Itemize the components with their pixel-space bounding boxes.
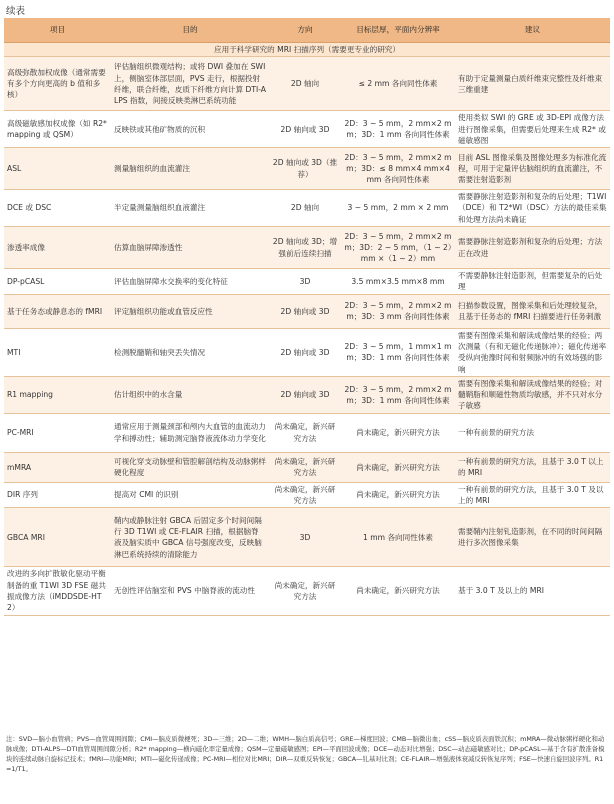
mri-sequence-table <box>4 18 610 616</box>
cell-resolution: 尚未确定，新兴研究方法 <box>341 482 455 508</box>
cell-direction: 2D 轴向或 3D；增强前后连续扫描 <box>269 227 341 269</box>
cell-resolution: 2D：3 ~ 5 mm，2 mm×2 mm；3D：1 mm 各向同性体素 <box>341 111 455 148</box>
section-title: 应用于科学研究的 MRI 扫描序列（需要更专业的研究） <box>4 43 610 57</box>
cell-direction: 尚未确定，新兴研究方法 <box>269 482 341 508</box>
cell-resolution: 尚未确定，新兴研究方法 <box>341 413 455 452</box>
table-row <box>4 452 610 482</box>
cell-resolution: 3 ~ 5 mm，2 mm × 2 mm <box>341 190 455 227</box>
table-row <box>4 413 610 452</box>
cell-purpose: 评估脑组织微观结构；或将 DWI 叠加在 SWI 上，侧脑室体部层面，PVS 走行，根据投射纤维，联合纤维，皮质下纤维方向计算 DTI-ALPS 指数，间接反映类淋巴系统功能 <box>111 57 269 111</box>
table-row <box>4 269 610 295</box>
cell-resolution: 2D：3 ~ 5 mm，2 mm×2 mm；3D：3 mm 各向同性体素 <box>341 294 455 328</box>
cell-purpose: 评估血脑屏障水交换率的变化特征 <box>111 269 269 295</box>
cell-item: GBCA MRI <box>4 508 111 567</box>
cell-resolution: ≤ 2 mm 各向同性体素 <box>341 57 455 111</box>
cell-resolution: 2D：3 ~ 5 mm，1 mm×1 mm；3D：1 mm 各向同性体素 <box>341 328 455 376</box>
cell-purpose: 检测脱髓鞘和轴突丢失情况 <box>111 328 269 376</box>
cell-resolution: 2D：3 ~ 5 mm，2 mm×2 mm；3D：1 mm 各向同性体素 <box>341 376 455 413</box>
cell-recommendation: 扫描参数设置，图像采集和后处理较复杂，且基于任务态的 fMRI 扫描要进行任务刺激 <box>455 294 610 328</box>
cell-recommendation: 一种有前景的研究方法，且基于 3.0 T 及以上的 MRI <box>455 482 610 508</box>
table-row <box>4 57 610 111</box>
cell-direction: 2D 轴向或 3D <box>269 294 341 328</box>
cell-purpose: 可视化穿支动脉壁和管腔解剖结构及动脉粥样硬化程度 <box>111 452 269 482</box>
cell-direction: 2D 轴向 <box>269 57 341 111</box>
footnote: 注：SVD—脑小血管病；PVS—血管周围间隙；CMI—脑皮质微梗死；3D—三维；2D—二维；WMH—脑白质高信号；GRE—梯度回波；CMB—脑微出血；cSS—脑皮质表面铁沉积；mMRA—微动脉粥样硬化和动脉成像；DTI-ALPS—DTI血管周围间隙分析；R2* mapping—横向磁化率定量成像；QSM—定量磁敏感图；EPI—平面回波成像；DCE—动态对比增强；DSC—动态磁敏感对比；DP-pCASL—基于含有扩散准备模块的连续动脉自旋标记技术；fMRI—功能MRI；MTI—磁化传递成像；PC-MRI—相位对比MRI；DIR—双重反转恢复；GBCA—钆基对比剂；CE-FLAIR—增强液体衰减反转恢复序列；FSE—快速自旋回波序列。R1=1/T1。 <box>6 735 605 773</box>
cell-recommendation: 基于 3.0 T 及以上的 MRI <box>455 567 610 615</box>
cell-recommendation: 使用类似 SWI 的 GRE 或 3D-EPI 成像方法进行图像采集，但需要后处理来生成 R2* 或磁敏感图 <box>455 111 610 148</box>
cell-purpose: 提高对 CMI 的识别 <box>111 482 269 508</box>
header-purpose: 目的 <box>111 18 269 43</box>
cell-direction: 2D 轴向或 3D <box>269 328 341 376</box>
cell-direction: 3D <box>269 269 341 295</box>
table-row <box>4 227 610 269</box>
table-row <box>4 190 610 227</box>
cell-recommendation: 有助于定量测量白质纤维束完整性及纤维束三维重建 <box>455 57 610 111</box>
cell-purpose: 通常应用于测量颈部和颅内大血管的血流动力学和搏动性；辅助测定脑脊液流体动力学变化 <box>111 413 269 452</box>
cell-item: DIR 序列 <box>4 482 111 508</box>
section-row <box>4 43 610 57</box>
cell-item: 改进的多向扩散敏化驱动平衡制备的重 T1WI 3D FSE 磁共振成像方法（iMDDSDE-HT2） <box>4 567 111 615</box>
table-row <box>4 328 610 376</box>
cell-recommendation: 需要有图像采集和解读成像结果的经验；两次测量（有和无磁化传递脉冲）；磁化传递率受纵向弛豫时间和射频脉冲的有效场强的影响 <box>455 328 610 376</box>
cell-recommendation: 需要静脉注射造影剂和复杂的后处理；方法正在改进 <box>455 227 610 269</box>
cell-purpose: 估计组织中的水含量 <box>111 376 269 413</box>
cell-direction: 2D 轴向或 3D <box>269 111 341 148</box>
cell-purpose: 评定脑组织功能或血管反应性 <box>111 294 269 328</box>
cell-purpose: 无创性评估脑室和 PVS 中脑脊液的流动性 <box>111 567 269 615</box>
cell-direction: 尚未确定，新兴研究方法 <box>269 413 341 452</box>
cell-recommendation: 需要静脉注射造影剂和复杂的后处理；T1WI（DCE）和 T2*WI（DSC）方法的最佳采集和处理方法尚未确证 <box>455 190 610 227</box>
cell-item: 高级磁敏感加权成像（如 R2* mapping 或 QSM） <box>4 111 111 148</box>
cell-resolution: 3.5 mm×3.5 mm×8 mm <box>341 269 455 295</box>
cell-purpose: 鞘内或静脉注射 GBCA 后固定多个时间间隔行 3D T1WI 或 CE-FLAIR 扫描，根据脑脊液及脑实质中 GBCA 信号强度改变，反映脑淋巴系统持续的清除能力 <box>111 508 269 567</box>
header-direction: 方向 <box>269 18 341 43</box>
table-row <box>4 294 610 328</box>
cell-item: MTI <box>4 328 111 376</box>
table-row <box>4 482 610 508</box>
table-row <box>4 376 610 413</box>
table-caption: 续表 <box>6 6 26 17</box>
cell-purpose: 估算血脑屏障渗透性 <box>111 227 269 269</box>
cell-purpose: 半定量测量脑组织血液灌注 <box>111 190 269 227</box>
cell-recommendation: 不需要静脉注射造影剂，但需要复杂的后处理 <box>455 269 610 295</box>
header-resolution: 目标层厚，平面内分辨率 <box>341 18 455 43</box>
cell-direction: 3D <box>269 508 341 567</box>
cell-resolution: 1 mm 各向同性体素 <box>341 508 455 567</box>
cell-item: DP-pCASL <box>4 269 111 295</box>
cell-direction: 尚未确定，新兴研究方法 <box>269 452 341 482</box>
cell-direction: 2D 轴向或 3D <box>269 376 341 413</box>
cell-item: ASL <box>4 148 111 190</box>
table-row <box>4 508 610 567</box>
cell-purpose: 反映铁或其他矿物质的沉积 <box>111 111 269 148</box>
cell-recommendation: 需要鞘内注射钆造影剂，在不同的时间间隔进行多次图像采集 <box>455 508 610 567</box>
header-recommendation: 建议 <box>455 18 610 43</box>
cell-resolution: 尚未确定，新兴研究方法 <box>341 452 455 482</box>
cell-item: DCE 或 DSC <box>4 190 111 227</box>
cell-direction: 2D 轴向或 3D（推荐） <box>269 148 341 190</box>
cell-resolution: 尚未确定，新兴研究方法 <box>341 567 455 615</box>
header-item: 项目 <box>4 18 111 43</box>
cell-recommendation: 一种有前景的研究方法，且基于 3.0 T 以上的 MRI <box>455 452 610 482</box>
cell-item: 基于任务态或静息态的 fMRI <box>4 294 111 328</box>
table-header-row <box>4 18 610 43</box>
cell-direction: 尚未确定，新兴研究方法 <box>269 567 341 615</box>
table-row <box>4 567 610 615</box>
table-row <box>4 148 610 190</box>
cell-item: 渗透率成像 <box>4 227 111 269</box>
cell-resolution: 2D：3 ~ 5 mm，2 mm×2 mm；3D：≤ 8 mm×4 mm×4 mm 各向同性体素 <box>341 148 455 190</box>
cell-direction: 2D 轴向 <box>269 190 341 227</box>
cell-item: 高级弥散加权成像（通常需要有多个方向更高的 b 值和多核） <box>4 57 111 111</box>
cell-item: mMRA <box>4 452 111 482</box>
cell-recommendation: 需要有图像采集和解读成像结果的经验；对髓鞘脂和顺磁性物质均敏感，并不只对水分子敏感 <box>455 376 610 413</box>
cell-resolution: 2D：3 ~ 5 mm，2 mm×2 mm；3D：2 ~ 5 mm，（1 ~ 2）mm ×（1 ~ 2）mm <box>341 227 455 269</box>
cell-item: R1 mapping <box>4 376 111 413</box>
cell-recommendation: 目前 ASL 图像采集及图像处理多为标准化流程，可用于定量评估脑组织的血流灌注，不需要注射造影剂 <box>455 148 610 190</box>
cell-recommendation: 一种有前景的研究方法 <box>455 413 610 452</box>
cell-item: PC-MRI <box>4 413 111 452</box>
cell-purpose: 测量脑组织的血流灌注 <box>111 148 269 190</box>
table-row <box>4 111 610 148</box>
